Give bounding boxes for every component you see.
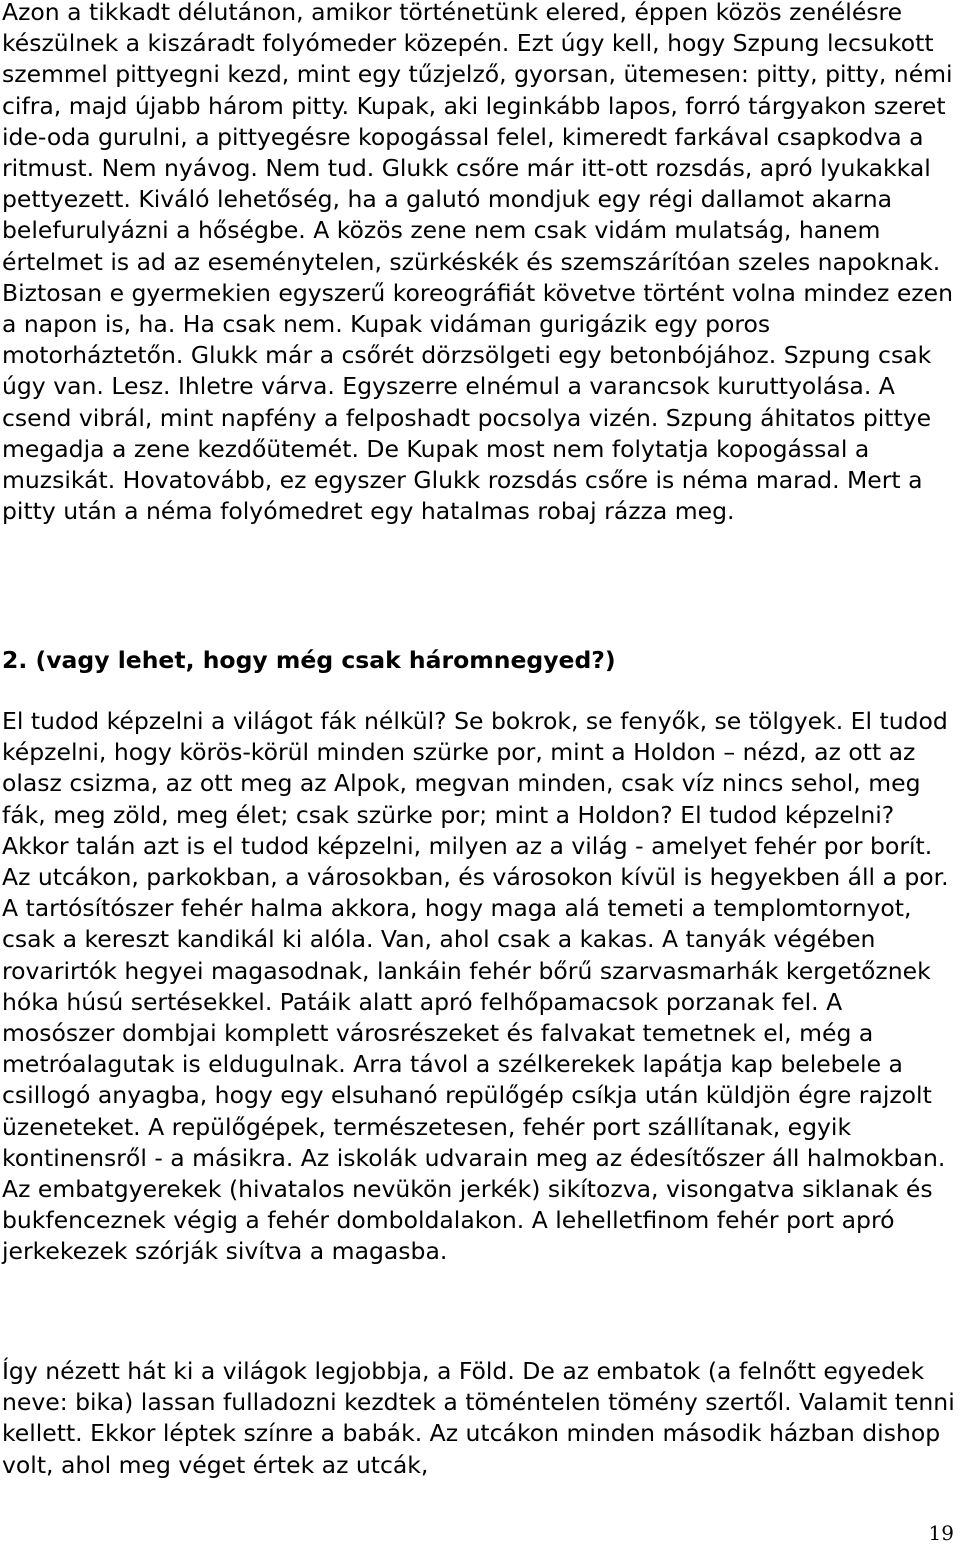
paragraph-story-opening: Azon a tikkadt délutánon, amikor történetünk elered, éppen közös zenélésre készülnek a kiszáradt folyómeder közepén. Ezt úgy kell, hogy Szpung lecsukott szemmel pittyegni kezd, mint egy tűzjelző, gyorsan, ütemesen: pitty, pitty, némi cifra, majd újabb három pitty. Kupak, aki leginkább lapos, forró tárgyakon szeret ide-oda gurulni, a pittyegésre kopogással felel, kimeredt farkával csapkodva a ritmust. Nem nyávog. Nem tud. Glukk csőre már itt-ott rozsdás, apró lyukakkal pettyezett. Kiváló lehetőség, ha a galutó mondjuk egy régi dallamot akarna belefurulyázni a hőségbe. A közös zene nem csak vidám mulatság, hanem értelmet is ad az eseménytelen, szürkéskék és szemszárítóan szeles napoknak. Biztosan e gyermekien egyszerű koreográfiát követve történt volna mindez ezen a napon is, ha. Ha csak nem. Kupak vidáman gurigázik egy poros motorháztetőn. Glukk már a csőrét dörzsölgeti egy betonbójához. Szpung csak úgy van. Lesz. Ihletre várva. Egyszerre elnémul a varancsok kuruttyolása. A csend vibrál, mint napfény a felposhadt pocsolya vizén. Szpung áhitatos pittye megadja a zene kezdőütemét. De Kupak most nem folytatja kopogással a muzsikát. Hovatovább, ez egyszer Glukk rozsdás csőre is néma marad. Mert a pitty után a néma folyómedret egy hatalmas robaj rázza meg. (2, 0, 953, 526)
chapter-heading: 2. (vagy lehet, hogy még csak háromnegyed?) (2, 646, 616, 674)
paragraph-white-dust-world: El tudod képzelni a világot fák nélkül? Se bokrok, se fenyők, se tölgyek. El tudod képzelni, hogy körös-körül minden szürke por, mint a Holdon – nézd, az ott az olasz csizma, az ott meg az Alpok, megvan minden, csak víz nincs sehol, meg fák, meg zöld, meg élet; csak szürke por; mint a Holdon? El tudod képzelni? Akkor talán azt is el tudod képzelni, milyen az a világ - amelyet fehér por borít. Az utcákon, parkokban, a városokban, és városokon kívül is hegyekben áll a por. A tartósítószer fehér halma akkora, hogy maga alá temeti a templomtornyot, csak a kereszt kandikál ki alóla. Van, ahol csak a kakas. A tanyák végében rovarirtók hegyei magasodnak, lankáin fehér bőrű szarvasmarhák kergetőznek hóka húsú sertésekkel. Patáik alatt apró felhőpamacsok porzanak fel. A mosószer dombjai komplett városrészeket és falvakat temetnek el, még a metróalagutak is eldugulnak. Arra távol a szélkerekek lapátja kap belebele a csillogó anyagba, hogy egy elsuhanó repülőgép csíkja után küldjön égre rajzolt üzeneteket. A repülőgépek, természetesen, fehér port szállítanak, egyik kontinensről - a másikra. Az iskolák udvarain meg az édesítőszer áll halmokban. Az embatgyerekek (hivatalos nevükön jerkék) sikítozva, visongatva siklanak és bukfenceznek végig a fehér domboldalakon. A lehelletfinom fehér port apró jerkekezek szórják sivítva a magasba. (2, 707, 949, 1266)
paragraph-earth-embats: Így nézett hát ki a világok legjobbja, a Föld. De az embatok (a felnőtt egyedek neve: bika) lassan fulladozni kezdtek a töméntelen tömény szertől. Valamit tenni kellett. Ekkor léptek színre a babák. Az utcákon minden második házban dishop volt, ahol meg véget értek az utcák, (2, 1357, 955, 1479)
page-number: 19 (928, 1521, 954, 1545)
